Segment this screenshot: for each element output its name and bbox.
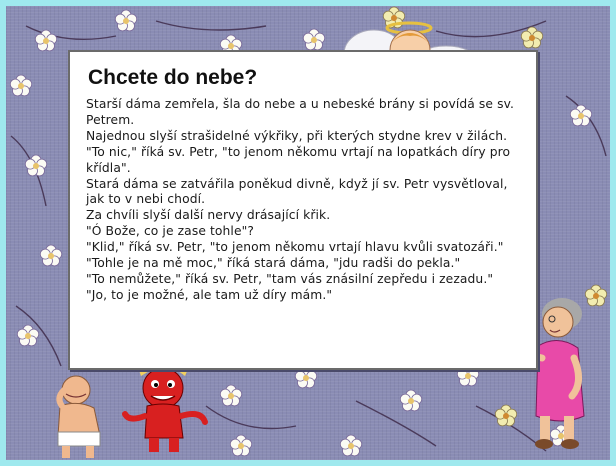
page-title: Chcete do nebe? [88, 66, 258, 89]
devil-illustration [121, 358, 216, 458]
paragraph: "To nemůžete," říká sv. Petr, "tam vás znásilní zepředu i zezadu." [86, 271, 494, 286]
paragraph: "To nic," říká sv. Petr, "to jenom někomu vrtají na lopatkách díry pro křídla". [86, 144, 511, 175]
paragraph: Starší dáma zemřela, šla do nebe a u nebeské brány si povídá se sv. Petrem. [86, 97, 515, 127]
paragraph: Stará dáma se zatvářila poněkud divně, když jí sv. Petr vysvětloval, jak to v nebi chodí. [86, 176, 508, 207]
paragraph: "Ó Bože, co je zase tohle"? [86, 224, 254, 239]
paragraph: Najednou slyší strašidelné výkřiky, při kterých stydne krev v žilách. [86, 128, 508, 143]
paragraph: "Jo, to je možné, ale tam už díry mám." [86, 287, 333, 302]
crying-man-illustration [42, 372, 122, 460]
paragraph: "Tohle je na mě moc," říká stará dáma, "jdu radši do pekla." [86, 256, 461, 271]
story-text [86, 97, 526, 304]
paragraph: Za chvíli slyší další nervy drásající křik. [86, 208, 331, 223]
paragraph: "Klid," říká sv. Petr, "to jenom někomu vrtají hlavu kvůli svatozáři." [86, 240, 504, 255]
